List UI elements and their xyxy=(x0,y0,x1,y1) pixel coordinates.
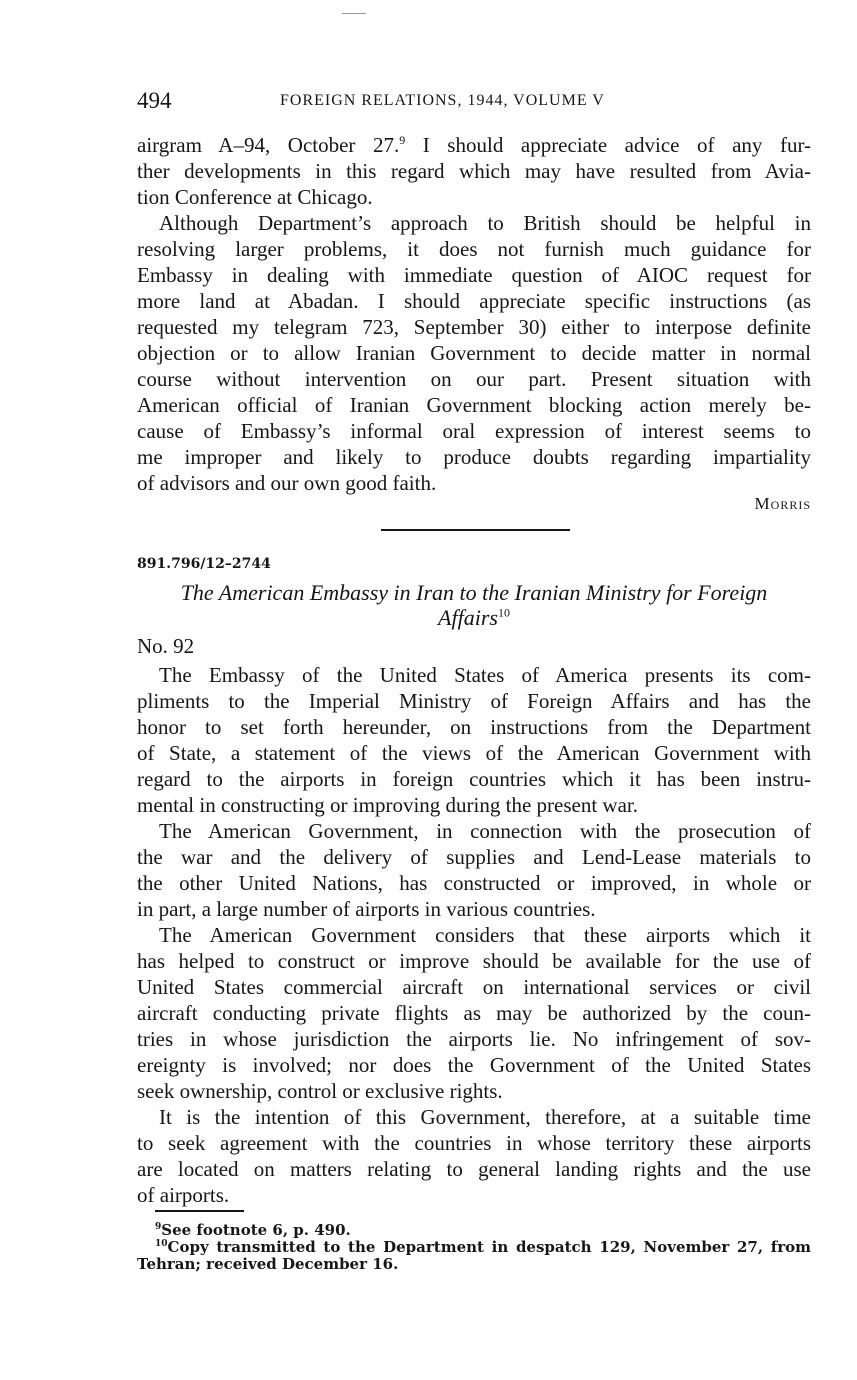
text-line: the other United Nations, has constructed or improved, in whole or xyxy=(137,871,811,895)
text-line: seek ownership, control or exclusive rights. xyxy=(137,1079,503,1103)
text-line: The American Government, in connection with the prosecution of xyxy=(159,819,811,843)
text-line: are located on matters relating to general landing rights and the use xyxy=(137,1157,811,1181)
text-line: The Embassy of the United States of America presents its com- xyxy=(159,663,811,687)
footnote-10 xyxy=(137,1239,811,1256)
text-line: resolving larger problems, it does not furnish much guidance for xyxy=(137,237,811,261)
footnote-text: See footnote 6, p. 490. xyxy=(161,1221,351,1239)
text-line: United States commercial aircraft on international services or civil xyxy=(137,975,811,999)
text-line: the war and the delivery of supplies and Lend-Lease materials to xyxy=(137,845,811,869)
signature: Morris xyxy=(754,494,811,513)
footnote-text: Copy transmitted to the Department in despatch 129, November 27, from xyxy=(167,1238,811,1256)
text-line: more land at Abadan. I should appreciate specific instructions (as xyxy=(137,289,811,313)
telegram-continuation xyxy=(137,132,811,496)
footnote-10-continued: Tehran; received December 16. xyxy=(137,1255,399,1273)
footnote-ref: 9 xyxy=(399,133,406,147)
running-head: FOREIGN RELATIONS, 1944, VOLUME V xyxy=(280,92,605,109)
text-line: Embassy in dealing with immediate question of AIOC request for xyxy=(137,263,811,287)
footnote-marker: 9 xyxy=(155,1222,162,1232)
footnote-9 xyxy=(137,1222,811,1239)
text-line: of State, a statement of the views of the American Government with xyxy=(137,741,811,765)
text-line: ereignty is involved; nor does the Government of the United States xyxy=(137,1053,811,1077)
text-line: tries in whose jurisdiction the airports lie. No infringement of sov- xyxy=(137,1027,811,1051)
document-number: No. 92 xyxy=(137,634,195,658)
text-line: of advisors and our own good faith. xyxy=(137,471,437,495)
paragraph xyxy=(137,1104,811,1208)
text-line: American official of Iranian Government blocking action merely be- xyxy=(137,393,811,417)
title-line: The American Embassy in Iran to the Iranian Ministry for Foreign xyxy=(180,580,768,605)
page-header xyxy=(137,88,812,118)
document-title xyxy=(137,580,811,630)
text-line: course without intervention on our part. Present situation with xyxy=(137,367,811,391)
paragraph xyxy=(137,210,811,496)
text-line: Although Department’s approach to British should be helpful in xyxy=(159,211,811,235)
text-line: in part, a large number of airports in various countries. xyxy=(137,897,596,921)
section-divider xyxy=(381,529,570,531)
text-line: objection or to allow Iranian Government to decide matter in normal xyxy=(137,341,811,365)
text-line: airgram A–94, October 27.$^9$ I should appreciate advice of any fur- xyxy=(137,133,812,157)
text-line: honor to set forth hereunder, on instructions from the Department xyxy=(137,715,811,739)
text-line: aircraft conducting private flights as may be authorized by the coun- xyxy=(137,1001,811,1025)
footnote-marker: 10 xyxy=(155,1239,168,1249)
text-line: me improper and likely to produce doubts regarding impartiality xyxy=(137,445,811,469)
text-line: mental in constructing or improving during the present war. xyxy=(137,793,638,817)
document-body xyxy=(137,662,811,1208)
paragraph xyxy=(137,662,811,818)
paragraph xyxy=(137,922,811,1104)
text-line: tion Conference at Chicago. xyxy=(137,185,373,209)
top-margin-mark xyxy=(342,13,366,14)
text-line: requested my telegram 723, September 30) either to interpose definite xyxy=(137,315,811,339)
text-line: cause of Embassy’s informal oral expression of interest seems to xyxy=(137,419,811,443)
footnotes xyxy=(137,1222,811,1273)
page-number: 494 xyxy=(137,88,172,113)
text-line: ther developments in this regard which may have resulted from Avia- xyxy=(137,159,811,183)
text-line: It is the intention of this Government, therefore, at a suitable time xyxy=(159,1105,811,1129)
text-line: of airports. xyxy=(137,1183,230,1207)
footnote-ref: 10 xyxy=(497,605,510,620)
footnote-divider xyxy=(155,1210,244,1212)
paragraph xyxy=(137,132,811,210)
text-line: pliments to the Imperial Ministry of Foreign Affairs and has the xyxy=(137,689,811,713)
text-line: to seek agreement with the countries in whose territory these airports xyxy=(137,1131,811,1155)
paragraph xyxy=(137,818,811,922)
text-line: regard to the airports in foreign countries which it has been instru- xyxy=(137,767,811,791)
title-line: Affairs xyxy=(438,605,498,630)
text-line: The American Government considers that these airports which it xyxy=(159,923,811,947)
file-number: 891.796/12–2744 xyxy=(137,556,271,572)
text-line: has helped to construct or improve should be available for the use of xyxy=(137,949,811,973)
